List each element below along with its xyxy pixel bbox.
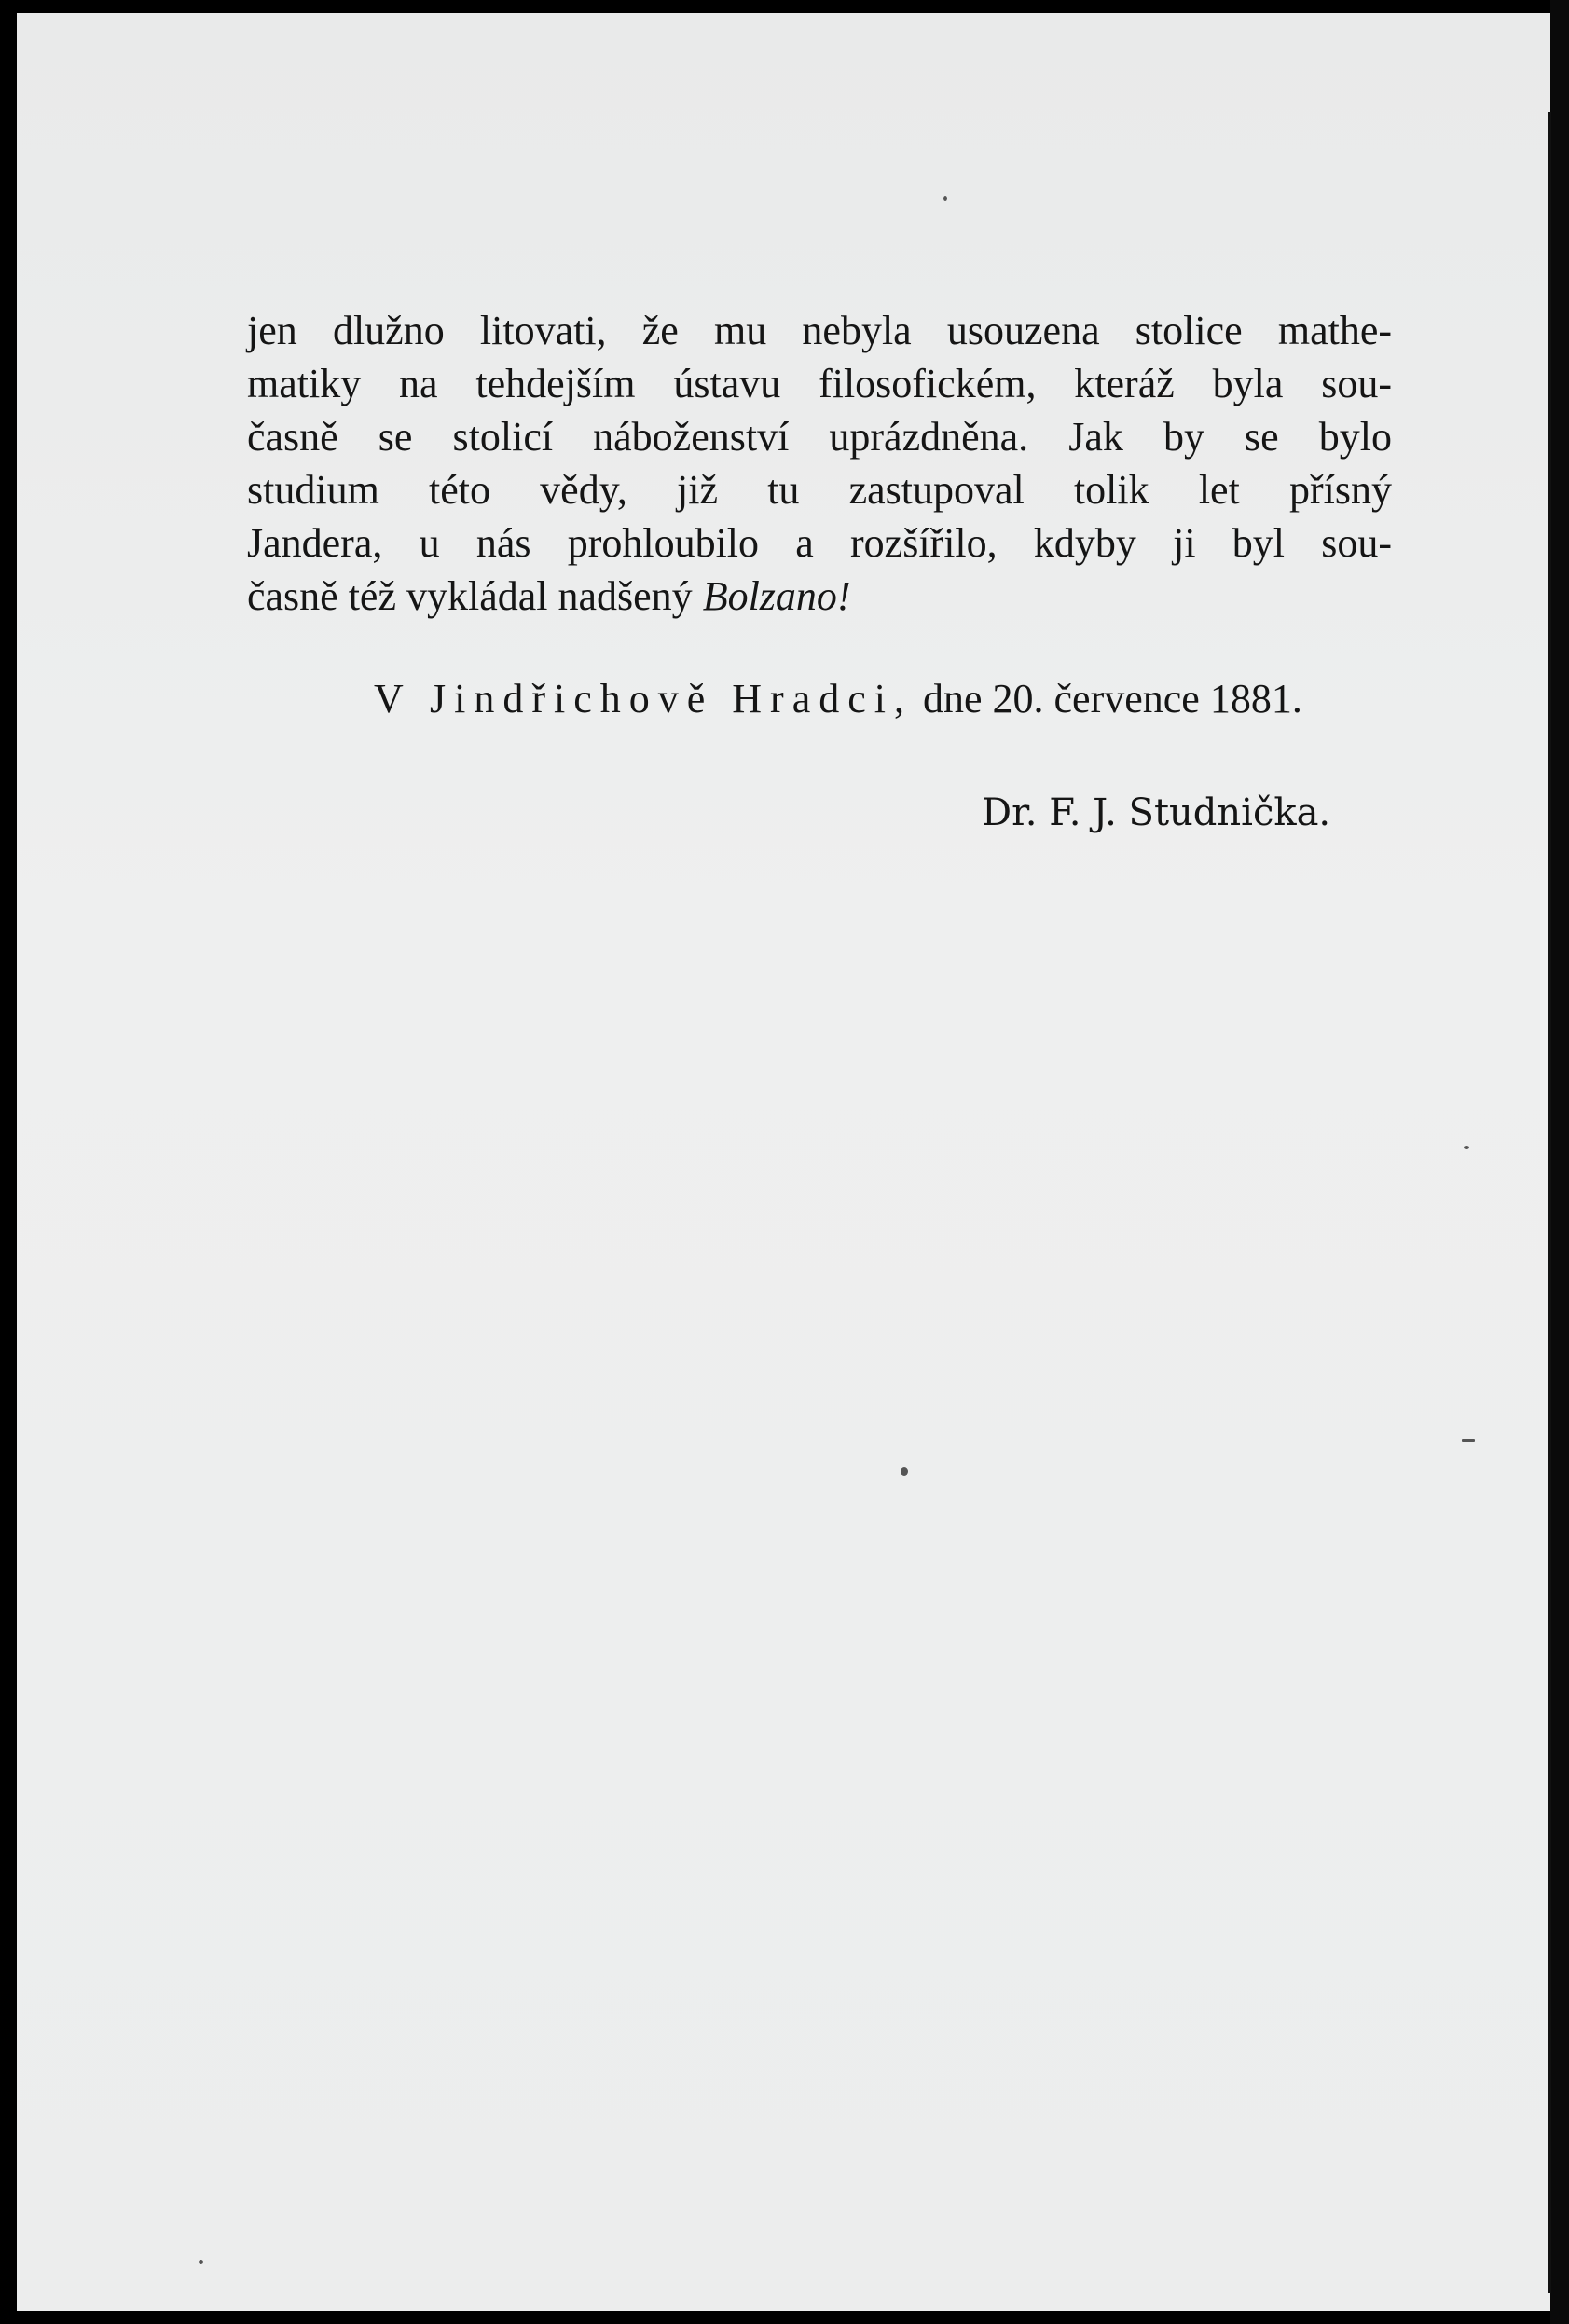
paragraph-line: studium této vědy, již tu zastupoval tolik let přísný — [247, 467, 1392, 513]
scan-border — [1548, 112, 1551, 2293]
closing-paragraph — [247, 304, 1392, 623]
dateline-place: V Jindřichově Hradci, — [374, 676, 913, 722]
scan-speck — [901, 1467, 908, 1476]
scan-speck — [199, 2260, 203, 2264]
author-signature: Dr. F. J. Studnička. — [982, 791, 1331, 834]
dateline — [374, 675, 1302, 722]
scan-speck — [1462, 1439, 1475, 1442]
scan-edge — [1550, 0, 1569, 2324]
scanned-page — [17, 13, 1550, 2311]
paragraph-line-last — [247, 570, 1392, 623]
paragraph-line: jen dlužno litovati, že mu nebyla usouzena stolice mathe- — [247, 308, 1392, 353]
paragraph-line: Jandera, u nás prohloubilo a rozšířilo, kdyby ji byl sou- — [247, 520, 1392, 566]
scan-speck — [943, 196, 947, 201]
paragraph-line: matiky na tehdejším ústavu filosofickém, kteráž byla sou- — [247, 361, 1392, 406]
bolzano-name: Bolzano! — [702, 573, 851, 619]
last-line-text: časně též vykládal nadšený — [247, 573, 703, 619]
scan-speck — [1464, 1146, 1469, 1149]
dateline-date: dne 20. července 1881. — [912, 676, 1302, 722]
paragraph-line: časně se stolicí náboženství uprázdněna. Jak by se bylo — [247, 414, 1392, 460]
